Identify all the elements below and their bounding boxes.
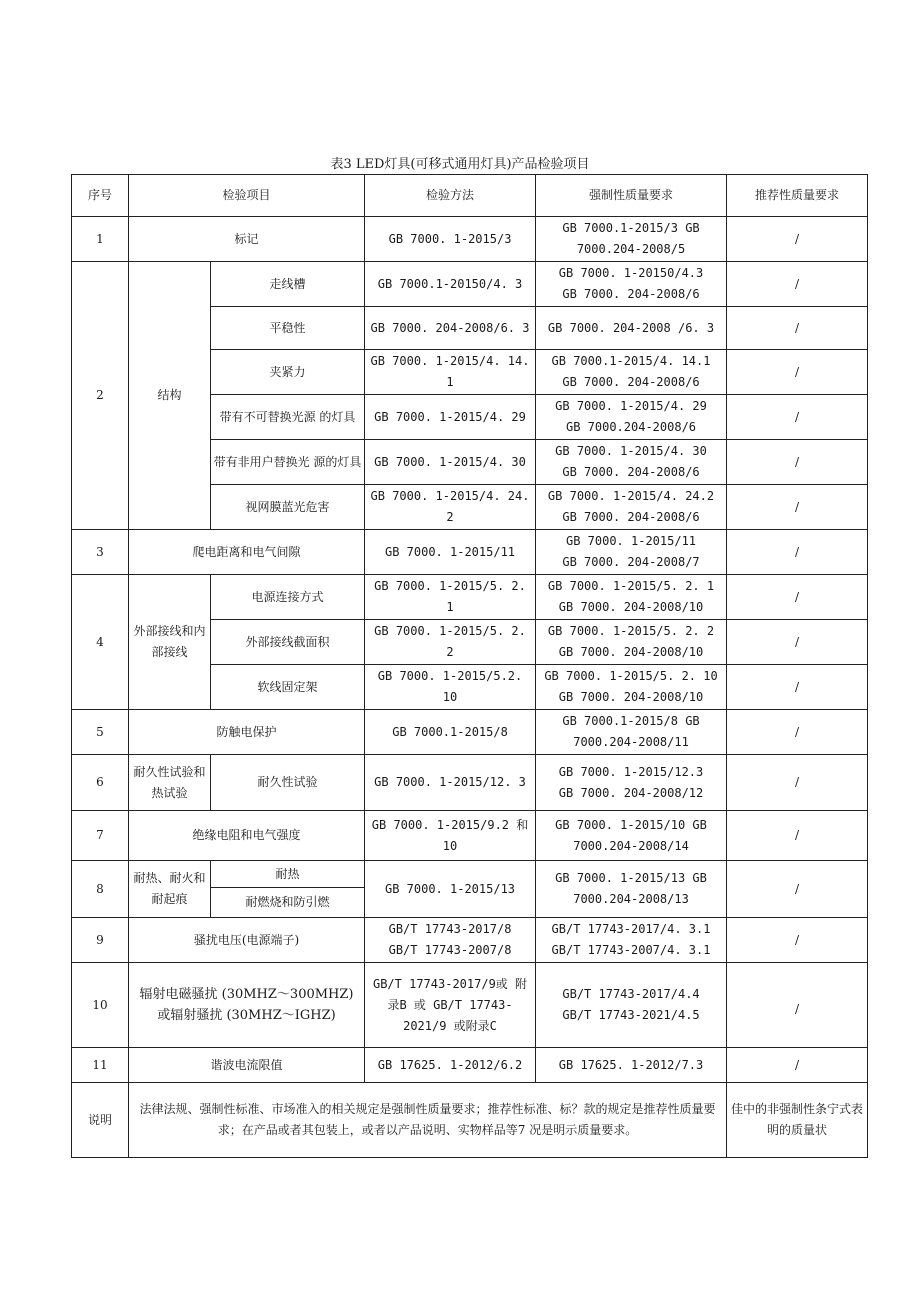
table-row xyxy=(72,1048,868,1083)
row-subitem: 走线槽 xyxy=(211,262,365,307)
row-subitem: 耐久性试验 xyxy=(211,755,365,811)
row-subitem: 带有非用户替换光 源的灯具 xyxy=(211,440,365,485)
row-mandatory xyxy=(536,575,727,620)
req-line: GB 7000. 1-2015/5. 2. 2 xyxy=(547,624,715,638)
req-line: GB 7000. 1-2015/12.3 xyxy=(558,764,704,779)
req-line: GB 7000. 204-2008/7 xyxy=(562,555,700,569)
row-mandatory xyxy=(536,755,727,811)
header-mandatory: 强制性质量要求 xyxy=(536,175,727,217)
row-method: GB 7000.1-20150/4. 3 xyxy=(365,262,536,307)
method-line: GB/T 17743-2017/8 xyxy=(388,922,512,936)
row-recommended: / xyxy=(727,861,868,918)
row-method: GB 7000. 1-2015/13 xyxy=(365,861,536,918)
row-no: 11 xyxy=(72,1048,129,1083)
header-row xyxy=(72,175,868,217)
row-mandatory xyxy=(536,918,727,963)
row-recommended: / xyxy=(727,307,868,350)
row-mandatory: GB 7000. 1-2015/13 GB 7000.204-2008/13 xyxy=(536,861,727,918)
row-method: GB 7000.1-2015/8 xyxy=(365,710,536,755)
req-line: GB/T 17743-2007/4. 3.1 xyxy=(551,943,711,957)
row-mandatory xyxy=(536,440,727,485)
row-subitem: 耐燃烧和防引燃 xyxy=(211,888,365,918)
row-group: 耐久性试验和热试验 xyxy=(129,755,211,811)
method-line: GB/T 17743-2007/8 xyxy=(388,943,512,957)
row-item: 绝缘电阻和电气强度 xyxy=(129,811,365,861)
row-item: 谐波电流限值 xyxy=(129,1048,365,1083)
row-subitem: 电源连接方式 xyxy=(211,575,365,620)
req-line: GB 7000. 204-2008/6 xyxy=(562,510,700,524)
row-recommended: / xyxy=(727,1048,868,1083)
req-line: GB/T 17743-2017/4. 3.1 xyxy=(551,922,711,936)
row-no: 7 xyxy=(72,811,129,861)
row-recommended: / xyxy=(727,811,868,861)
table-row xyxy=(72,963,868,1048)
table-row xyxy=(72,262,868,307)
row-no: 8 xyxy=(72,861,129,918)
table-row xyxy=(72,811,868,861)
row-method: GB 7000. 1-2015/4. 14. 1 xyxy=(365,350,536,395)
row-recommended: / xyxy=(727,620,868,665)
req-line: GB 7000. 1-20150/4.3 xyxy=(558,266,704,280)
row-mandatory xyxy=(536,262,727,307)
req-line: GB 7000.204-2008/6 xyxy=(565,420,697,434)
note-text: 法律法规、强制性标准、市场准入的相关规定是强制性质量要求；推荐性标准、标？款的规定是推荐性质量要求；在产品或者其包装上，或者以产品说明、实物样品等7 况是明示质量要求。 xyxy=(129,1083,727,1158)
table-row xyxy=(72,861,868,888)
row-mandatory xyxy=(536,307,727,350)
row-mandatory xyxy=(536,530,727,575)
row-recommended: / xyxy=(727,440,868,485)
row-method: GB 7000. 1-2015/4. 30 xyxy=(365,440,536,485)
req-line: GB 7000. 204-2008/6 xyxy=(562,287,700,301)
row-recommended: / xyxy=(727,485,868,530)
header-method: 检验方法 xyxy=(365,175,536,217)
row-recommended: / xyxy=(727,918,868,963)
row-mandatory xyxy=(536,620,727,665)
req-line: GB 7000. 204-2008/10 xyxy=(558,645,704,659)
row-no: 9 xyxy=(72,918,129,963)
req-line: GB 7000. 1-2015/4. 24.2 xyxy=(547,489,715,503)
header-recommended: 推荐性质量要求 xyxy=(727,175,868,217)
row-mandatory xyxy=(536,665,727,710)
row-subitem: 视网膜蓝光危害 xyxy=(211,485,365,530)
req-line: GB/T 17743-2021/4.5 xyxy=(562,1008,700,1022)
row-no: 3 xyxy=(72,530,129,575)
row-group: 外部接线和内部接线 xyxy=(129,575,211,710)
row-method: GB 7000. 1-2015/4. 29 xyxy=(365,395,536,440)
row-group: 耐热、耐火和耐起痕 xyxy=(129,861,211,918)
table-row xyxy=(72,530,868,575)
row-no: 1 xyxy=(72,217,129,262)
req-line: GB 7000.1-2015/4. 14.1 xyxy=(551,354,711,368)
row-no: 4 xyxy=(72,575,129,710)
row-group: 结构 xyxy=(129,262,211,530)
table-row xyxy=(72,575,868,620)
row-mandatory: GB 17625. 1-2012/7.3 xyxy=(536,1048,727,1083)
row-item: 标记 xyxy=(129,217,365,262)
req-line: GB 7000. 1-2015/11 xyxy=(565,534,697,548)
row-subitem: 软线固定架 xyxy=(211,665,365,710)
note-label: 说明 xyxy=(72,1083,129,1158)
table-row xyxy=(72,217,868,262)
row-recommended: / xyxy=(727,963,868,1048)
row-method: GB 7000. 1-2015/3 xyxy=(365,217,536,262)
req-line: GB 7000. 204-2008/12 xyxy=(558,785,704,800)
req-line: GB 7000. 1-2015/4. 29 xyxy=(555,399,707,413)
row-recommended: / xyxy=(727,530,868,575)
table-caption: 表3 LED灯具(可移式通用灯具)产品检验项目 xyxy=(330,157,590,172)
table-row xyxy=(72,918,868,963)
row-subitem: 夹紧力 xyxy=(211,350,365,395)
table-row xyxy=(72,755,868,811)
row-method: GB 7000. 1-2015/9.2 和10 xyxy=(365,811,536,861)
row-recommended: / xyxy=(727,217,868,262)
row-no: 10 xyxy=(72,963,129,1048)
row-method: GB 7000. 1-2015/5. 2. 2 xyxy=(365,620,536,665)
row-method: GB 7000. 1-2015/5. 2. 1 xyxy=(365,575,536,620)
row-method xyxy=(365,918,536,963)
row-method: GB 7000. 1-2015/11 xyxy=(365,530,536,575)
req-line: GB 7000. 1-2015/4. 30 xyxy=(555,444,707,458)
req-line: GB 7000. 204-2008/10 xyxy=(558,600,704,614)
row-item: 骚扰电压(电源端子) xyxy=(129,918,365,963)
row-recommended: / xyxy=(727,710,868,755)
row-method: GB 7000. 204-2008/6. 3 xyxy=(365,307,536,350)
row-recommended: / xyxy=(727,395,868,440)
row-item: 爬电距离和电气间隙 xyxy=(129,530,365,575)
row-mandatory xyxy=(536,963,727,1048)
row-recommended: / xyxy=(727,755,868,811)
row-mandatory xyxy=(536,350,727,395)
row-recommended: / xyxy=(727,575,868,620)
row-method: GB 7000. 1-2015/4. 24. 2 xyxy=(365,485,536,530)
row-method: GB 17625. 1-2012/6.2 xyxy=(365,1048,536,1083)
req-line: GB/T 17743-2017/4.4 xyxy=(562,987,700,1001)
req-line: GB 7000. 1-2015/5. 2. 10 xyxy=(544,669,718,683)
note-tail: 佳中的非强制性条宁式表明的质量状 xyxy=(727,1083,868,1158)
row-no: 5 xyxy=(72,710,129,755)
req-line: GB 7000. 204-2008/10 xyxy=(558,690,704,704)
row-subitem: 外部接线截面积 xyxy=(211,620,365,665)
row-recommended: / xyxy=(727,350,868,395)
row-mandatory: GB 7000. 1-2015/10 GB 7000.204-2008/14 xyxy=(536,811,727,861)
req-line: GB 7000. 1-2015/5. 2. 1 xyxy=(547,579,715,593)
row-mandatory: GB 7000.1-2015/3 GB 7000.204-2008/5 xyxy=(536,217,727,262)
row-recommended: / xyxy=(727,665,868,710)
inspection-table xyxy=(71,174,868,1158)
row-method: GB 7000. 1-2015/12. 3 xyxy=(365,755,536,811)
row-mandatory xyxy=(536,485,727,530)
header-no: 序号 xyxy=(72,175,129,217)
row-item: 防触电保护 xyxy=(129,710,365,755)
row-mandatory xyxy=(536,395,727,440)
row-subitem: 耐热 xyxy=(211,861,365,888)
row-no: 6 xyxy=(72,755,129,811)
req-line: GB 7000. 204-2008/6 xyxy=(562,375,700,389)
req-line: GB 7000. 204-2008 /6. 3 xyxy=(547,320,715,335)
row-item: 辐射电磁骚扰 (30MHZ～300MHZ) 或辐射骚扰 (30MHZ～IGHZ) xyxy=(129,963,365,1048)
row-no: 2 xyxy=(72,262,129,530)
note-row xyxy=(72,1083,868,1158)
row-method: GB 7000. 1-2015/5.2. 10 xyxy=(365,665,536,710)
header-item: 检验项目 xyxy=(129,175,365,217)
row-mandatory: GB 7000.1-2015/8 GB 7000.204-2008/11 xyxy=(536,710,727,755)
row-method: GB/T 17743-2017/9或 附录B 或 GB/T 17743-2021/9 或附录C xyxy=(365,963,536,1048)
row-subitem: 平稳性 xyxy=(211,307,365,350)
row-recommended: / xyxy=(727,262,868,307)
table-row xyxy=(72,710,868,755)
row-subitem: 带有不可替换光源 的灯具 xyxy=(211,395,365,440)
req-line: GB 7000. 204-2008/6 xyxy=(562,465,700,479)
